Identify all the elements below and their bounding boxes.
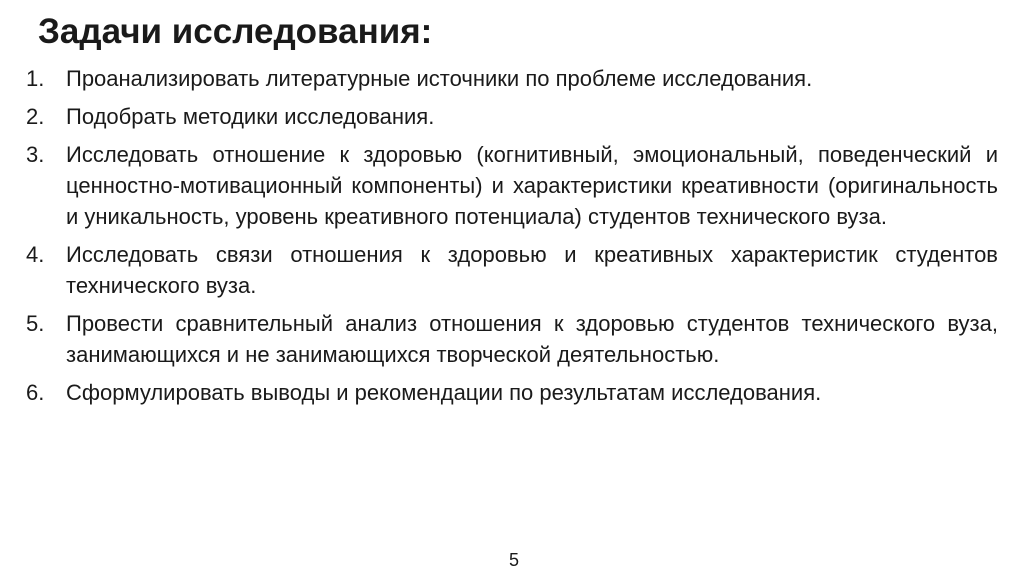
task-item-2 [26, 101, 998, 132]
task-item-1 [26, 63, 998, 94]
task-number: 3. [26, 142, 45, 167]
task-text: Проанализировать литературные источники по проблеме исследования. [66, 66, 813, 91]
task-item-3 [26, 139, 998, 232]
task-list [26, 63, 998, 415]
task-text: Сформулировать выводы и рекомендации по результатам исследования. [66, 380, 822, 405]
task-text: Исследовать отношение к здоровью (когнитивный, эмоциональный, поведенческий и ценностно-мотивационный компоненты) и характеристики креативности (оригинальность и уникальность, уровень креативного потенциала) студентов технического вуза. [66, 142, 998, 229]
slide-title: Задачи исследования: [38, 12, 433, 51]
task-number: 1. [26, 66, 45, 91]
task-text: Подобрать методики исследования. [66, 104, 435, 129]
task-text: Провести сравнительный анализ отношения к здоровью студентов технического вуза, занимающихся и не занимающихся творческой деятельностью. [66, 311, 998, 367]
task-item-6 [26, 377, 998, 408]
task-number: 4. [26, 242, 45, 267]
task-text: Исследовать связи отношения к здоровью и креативных характеристик студентов технического вуза. [66, 242, 998, 298]
task-number: 5. [26, 311, 45, 336]
task-item-4 [26, 239, 998, 301]
task-number: 6. [26, 380, 45, 405]
page-number: 5 [508, 550, 519, 570]
task-item-5 [26, 308, 998, 370]
task-number: 2. [26, 104, 45, 129]
